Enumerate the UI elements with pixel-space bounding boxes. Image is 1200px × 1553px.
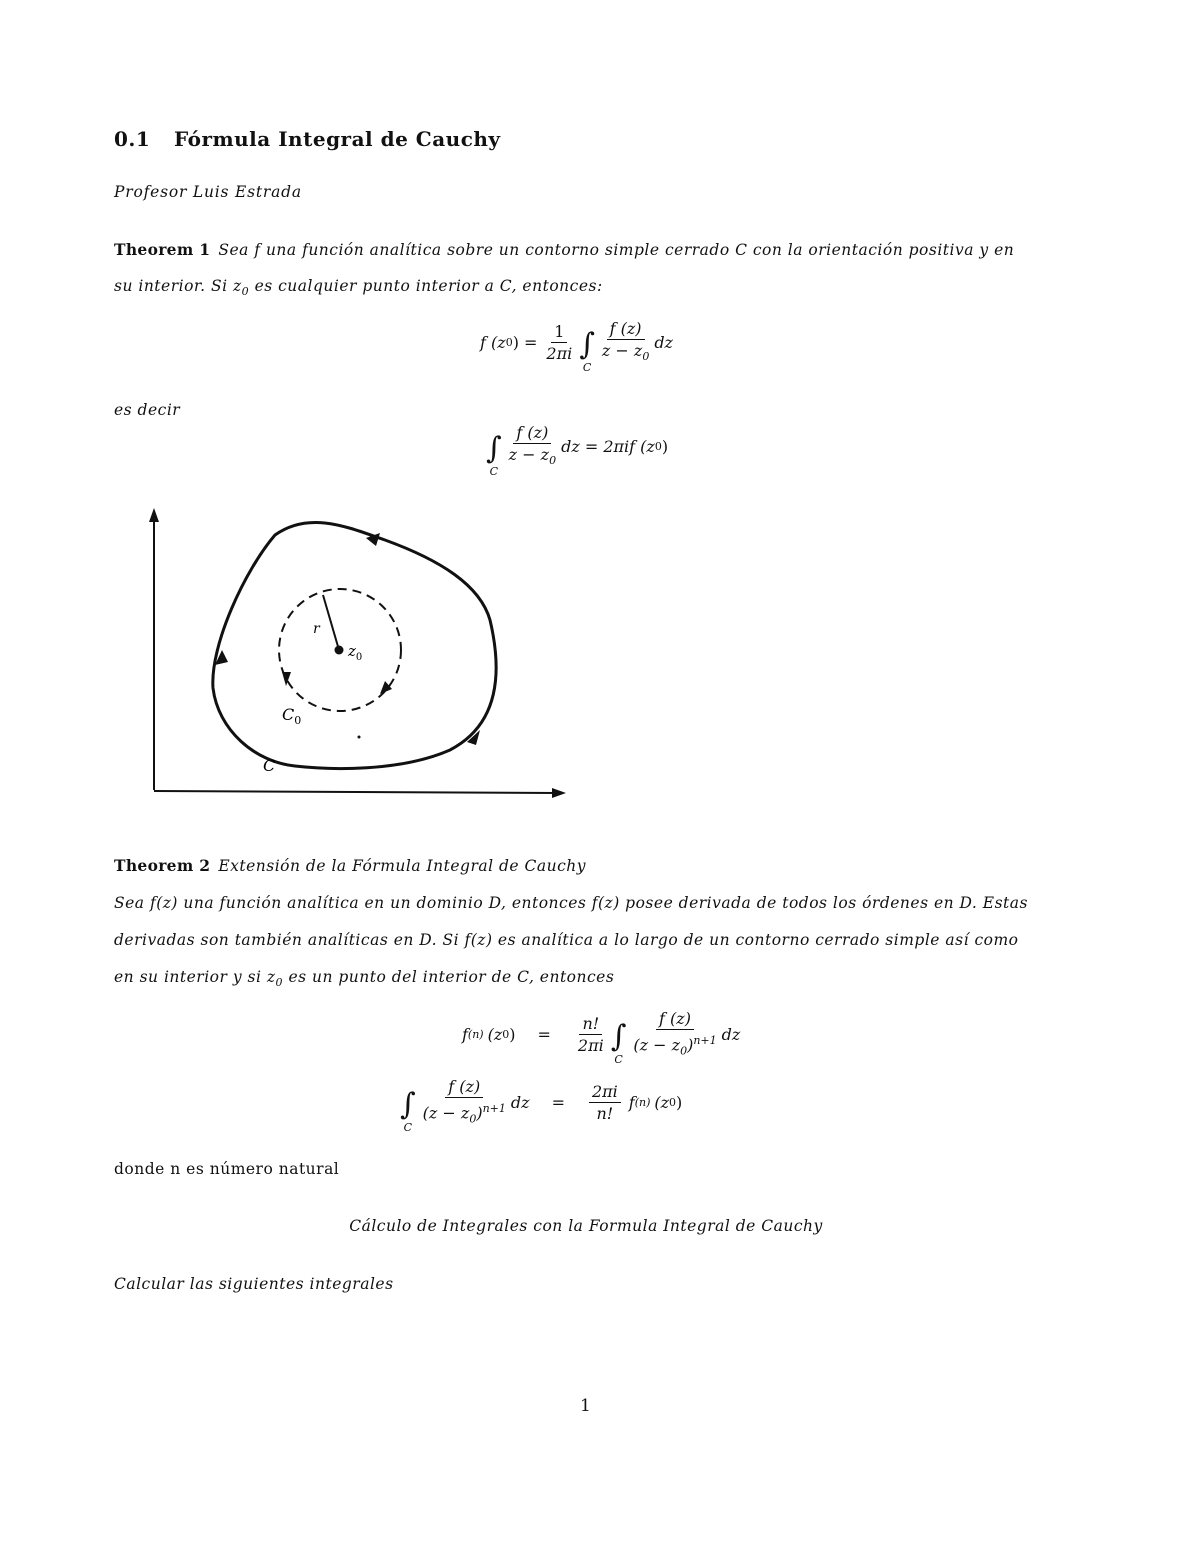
eq1-int-num: f (z) xyxy=(607,318,645,340)
theorem2-line3-sub: 0 xyxy=(275,976,284,990)
eq3-integrand-fraction xyxy=(630,1008,719,1062)
eq4-frac-num: 2πi xyxy=(589,1081,621,1103)
label-C0-sub: 0 xyxy=(294,714,302,727)
center-point-z0 xyxy=(335,646,344,655)
eq1-integral-sub: C xyxy=(582,360,592,374)
eq3-integral-sign: ∫ C xyxy=(610,1018,627,1066)
theorem1-label: Theorem 1 xyxy=(114,240,211,259)
eq3-int-den: (z − z xyxy=(633,1035,681,1055)
section-number: 0.1 xyxy=(114,127,151,151)
eq4-den-sup: n+1 xyxy=(482,1102,506,1115)
subheading: Cálculo de Integrales con la Formula Integral de Cauchy xyxy=(349,1217,823,1235)
page-number: 1 xyxy=(580,1396,591,1416)
eq4-integral-sub: C xyxy=(403,1120,413,1134)
theorem2-line1: Sea f(z) una función analítica en un dominio D, entonces f(z) posee derivada de todos los órdenes en D. Estas xyxy=(114,894,1028,912)
eq3-lhs-sup: (n) xyxy=(467,1028,484,1042)
eq1-dz: dz xyxy=(654,333,673,353)
x-axis-arrow-icon xyxy=(552,788,566,798)
eq4-integral-sign: ∫ C xyxy=(400,1086,416,1134)
eq3-lhs: f xyxy=(462,1025,468,1045)
section-title-text: Fórmula Integral de Cauchy xyxy=(174,127,501,151)
x-axis xyxy=(154,791,558,793)
eq4-den-sub: 0 xyxy=(469,1112,477,1126)
label-r: r xyxy=(313,621,320,637)
eq4-rhs-sup: (n) xyxy=(634,1096,651,1110)
eq3-lhs-arg-close: ) xyxy=(509,1025,516,1045)
eq1-integrand-fraction xyxy=(599,318,652,367)
theorem2-label: Theorem 2 xyxy=(114,856,211,875)
label-z0 xyxy=(347,642,362,663)
theorem2-title: Extensión de la Fórmula Integral de Cauchy xyxy=(218,857,587,875)
eq4-integrand-fraction xyxy=(420,1076,509,1130)
eq1-lhs-sub: 0 xyxy=(505,336,513,350)
eq3-int-den-sup: n+1 xyxy=(693,1034,717,1047)
label-C: C xyxy=(263,756,276,775)
eq3-lhs-arg: (z xyxy=(487,1025,503,1045)
eq2-integral-sub: C xyxy=(489,464,499,478)
eq3-int-den-close: ) xyxy=(687,1035,694,1055)
label-z0-sub: 0 xyxy=(355,652,363,663)
theorem1-text-b-sub: 0 xyxy=(241,285,250,299)
es-decir-text: es decir xyxy=(114,401,181,419)
equation-cauchy-formula xyxy=(480,318,673,374)
donde-text: donde n es número natural xyxy=(114,1160,340,1178)
eq3-int-num: f (z) xyxy=(656,1008,694,1030)
contour-figure xyxy=(110,500,580,815)
stray-dot xyxy=(358,736,361,739)
eq1-lhs: f (z xyxy=(480,333,506,353)
eq3-coefficient-fraction xyxy=(575,1013,607,1056)
eq1-int-den-sub: 0 xyxy=(642,350,650,364)
author-line: Profesor Luis Estrada xyxy=(114,183,302,201)
eq3-equals: = xyxy=(537,1025,551,1045)
theorem2-line3 xyxy=(114,968,614,989)
theorem2-line3-pre: en su interior y si z xyxy=(114,968,276,986)
exercise-text: Calcular las siguientes integrales xyxy=(114,1275,394,1293)
section-title xyxy=(114,127,501,151)
equation-derivative-formula xyxy=(462,1008,741,1066)
theorem1-text-a: Sea f una función analítica sobre un contorno simple cerrado C con la orientación positiva y en xyxy=(218,241,1015,259)
eq4-rhs-arg-close: ) xyxy=(676,1093,683,1113)
eq2-den-sub: 0 xyxy=(549,454,557,468)
theorem2-line3-post: es un punto del interior de C, entonces xyxy=(283,968,615,986)
theorem2-line2: derivadas son también analíticas en D. Si f(z) es analítica a lo largo de un contorno cerrado simple así como xyxy=(114,931,1019,949)
theorem1-line2 xyxy=(114,277,603,298)
theorem1-text-b-pre: su interior. Si z xyxy=(114,277,242,295)
eq3-lhs-arg-sub: 0 xyxy=(502,1028,510,1042)
eq2-den: z − z xyxy=(508,445,550,464)
y-axis-arrow-icon xyxy=(149,508,159,522)
eq2-integrand-fraction xyxy=(506,422,559,471)
eq1-frac-den: 2πi xyxy=(546,344,573,364)
eq4-rhs-arg: (z xyxy=(654,1093,670,1113)
eq4-den: (z − z xyxy=(422,1103,470,1123)
eq1-frac-num: 1 xyxy=(551,321,567,343)
label-z0-main: z xyxy=(348,642,356,660)
eq1-integral-sign: ∫ C xyxy=(579,326,595,374)
eq4-num: f (z) xyxy=(445,1076,483,1098)
eq3-dz: dz xyxy=(721,1025,741,1045)
equation-derivative-integral xyxy=(398,1076,683,1134)
eq3-frac-den: 2πi xyxy=(577,1036,604,1056)
eq2-rhs-sub: 0 xyxy=(654,440,662,454)
eq1-int-den: z − z xyxy=(601,341,643,360)
eq4-equals: = xyxy=(551,1093,565,1113)
theorem1-text-b-post: es cualquier punto interior a C, entonces: xyxy=(249,277,603,295)
eq4-rhs-arg-sub: 0 xyxy=(669,1096,677,1110)
equation-cauchy-integral xyxy=(484,422,669,478)
radius-line xyxy=(323,595,339,650)
eq2-rhs-close: ) xyxy=(661,437,669,457)
label-C0-main: C xyxy=(282,705,295,724)
theorem1-line1 xyxy=(114,240,1014,259)
eq2-integral-sign: ∫ C xyxy=(486,430,502,478)
eq1-lhs-close: ) = xyxy=(512,333,538,353)
label-C0 xyxy=(282,705,301,727)
eq4-frac-den: n! xyxy=(596,1104,614,1124)
eq4-den-close: ) xyxy=(476,1103,483,1123)
eq3-integral-sub: C xyxy=(614,1052,623,1066)
eq2-num: f (z) xyxy=(513,422,551,444)
eq4-coefficient-fraction xyxy=(589,1081,621,1124)
eq1-coefficient-fraction xyxy=(543,321,575,364)
eq3-frac-num: n! xyxy=(579,1013,602,1035)
eq4-rhs: f xyxy=(628,1093,635,1113)
eq3-int-den-sub: 0 xyxy=(680,1044,688,1058)
eq4-dz: dz xyxy=(510,1093,530,1113)
eq2-rhs: dz = 2πif (z xyxy=(561,437,655,457)
theorem2-heading xyxy=(114,856,586,875)
